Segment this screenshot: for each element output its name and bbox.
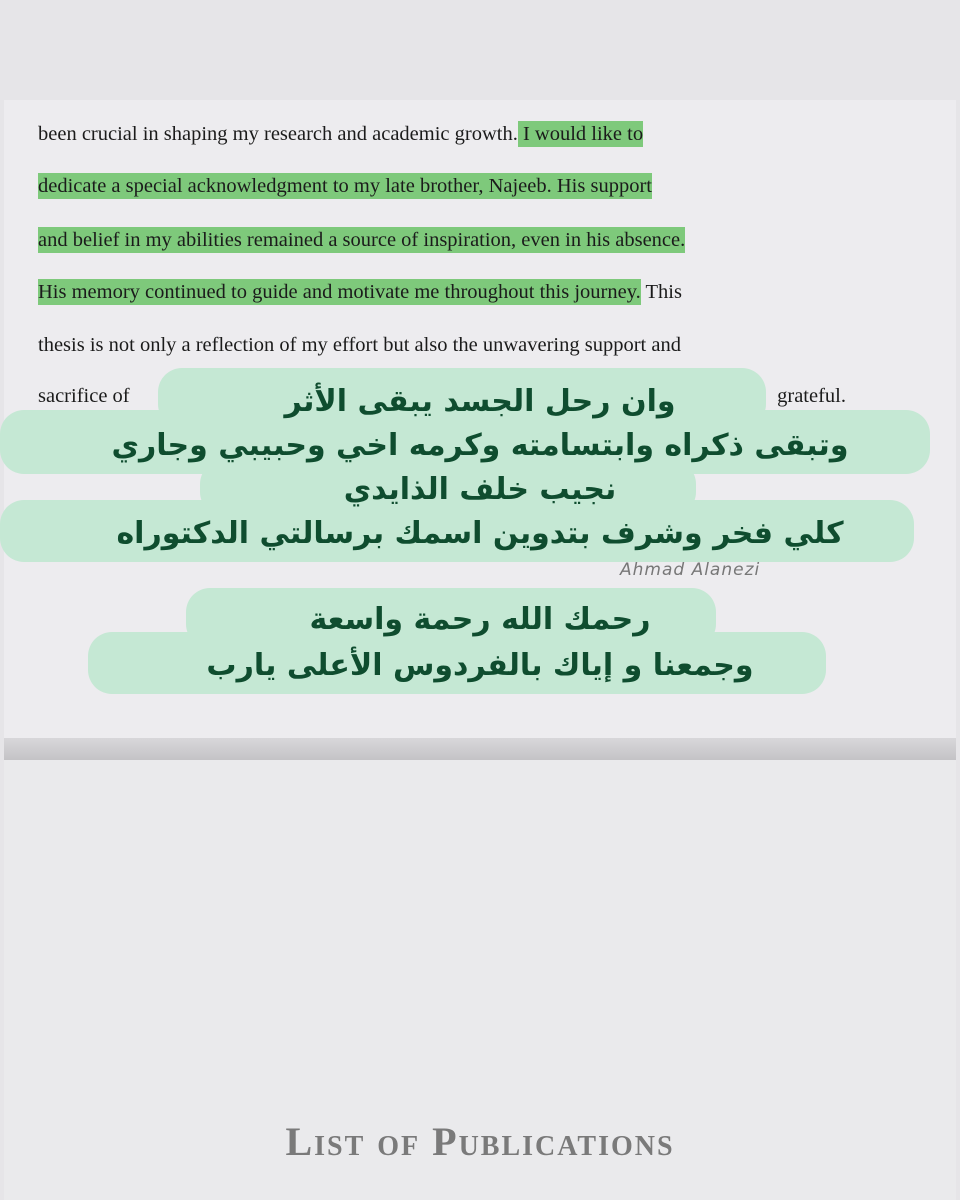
- paragraph-line-2: [38, 166, 910, 206]
- paragraph-line-4: [38, 272, 910, 312]
- plain-text: This: [640, 281, 682, 303]
- signature: Ahmad Alanezi: [620, 560, 761, 580]
- highlighted-text: I would like to: [517, 123, 644, 145]
- plain-text: thesis is not only a reflection of my effort but also the unwavering support and: [38, 334, 681, 356]
- paragraph-line-5: [38, 325, 910, 365]
- arabic-caption-line-3: نجيب خلف الذايدي: [343, 472, 617, 507]
- plain-text-left: sacrifice of: [38, 385, 130, 407]
- arabic-caption-line-5: رحمك الله رحمة واسعة: [309, 602, 651, 637]
- highlighted-text: and belief in my abilities remained a source of inspiration, even in his absence.: [38, 229, 686, 251]
- arabic-caption-line-2: وتبقى ذكراه وابتسامته وكرمه اخي وحبيبي وجاري: [111, 428, 849, 463]
- highlighted-text: dedicate a special acknowledgment to my late brother, Najeeb. His support: [38, 175, 652, 197]
- plain-text: been crucial in shaping my research and academic growth.: [38, 123, 518, 145]
- page-break: [4, 738, 956, 760]
- arabic-caption-line-1: وان رحل الجسد يبقى الأثر: [284, 384, 676, 419]
- section-heading: List of Publications: [285, 1119, 675, 1164]
- paragraph-line-3: [38, 220, 910, 260]
- plain-text-right: grateful.: [777, 385, 846, 407]
- arabic-caption-line-6: وجمعنا و إياك بالفردوس الأعلى يارب: [206, 648, 754, 683]
- highlighted-text: His memory continued to guide and motivate me throughout this journey.: [38, 281, 641, 303]
- arabic-caption-line-4: كلي فخر وشرف بتدوين اسمك برسالتي الدكتوراه: [116, 516, 844, 551]
- paragraph-line-1: [38, 114, 910, 154]
